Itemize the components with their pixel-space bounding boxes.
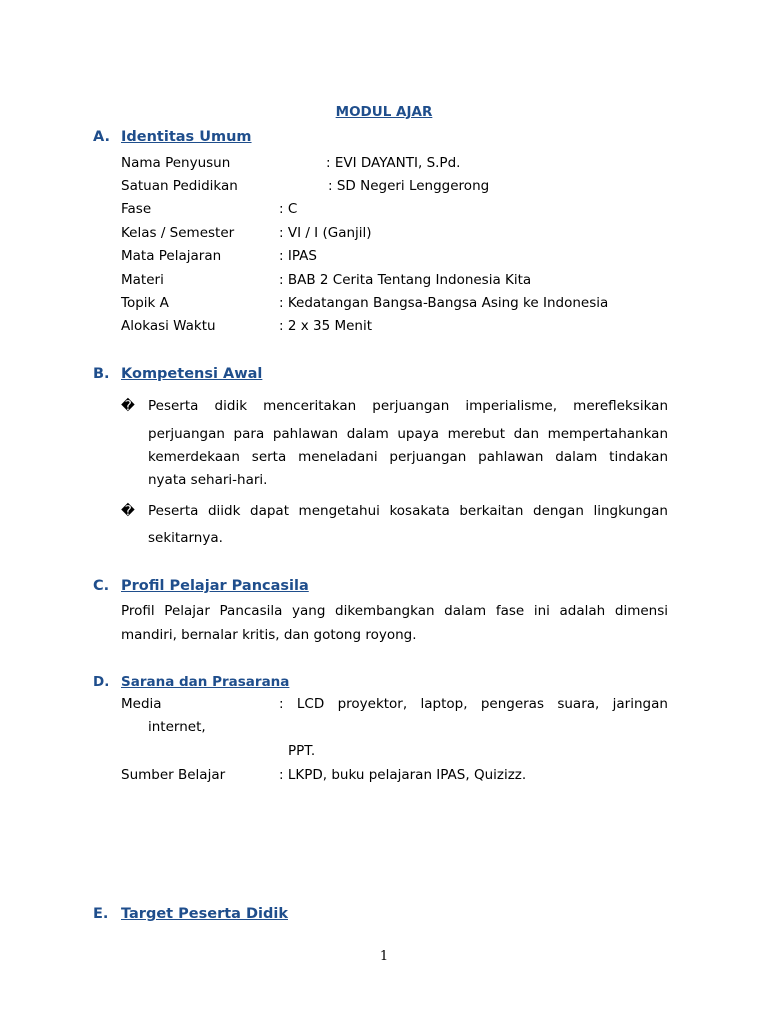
profil-paragraph-line-1: Profil Pelajar Pancasila yang dikembangkan dalam fase ini adalah dimensi [121, 603, 668, 619]
identity-value-materi: : BAB 2 Cerita Tentang Indonesia Kita [279, 272, 532, 288]
bullet-2-line-1: Peserta diidk dapat mengetahui kosakata berkaitan dengan lingkungan [148, 503, 668, 519]
bullet-1-line-4: nyata sehari-hari. [148, 472, 268, 488]
identity-label-materi: Materi [121, 272, 164, 288]
identity-value-nama-penyusun: : EVI DAYANTI, S.Pd. [326, 155, 461, 171]
section-c-title: Profil Pelajar Pancasila [121, 578, 309, 594]
identity-label-fase: Fase [121, 201, 152, 217]
section-a-title: Identitas Umum [121, 129, 252, 145]
media-value-line-2: internet, [148, 719, 206, 735]
section-b-letter: B. [93, 366, 110, 382]
identity-label-nama-penyusun: Nama Penyusun [121, 155, 231, 171]
identity-label-satuan-pendidikan: Satuan Pedidikan [121, 178, 238, 194]
identity-value-topik: : Kedatangan Bangsa-Bangsa Asing ke Indonesia [279, 295, 609, 311]
profil-paragraph-line-2: mandiri, bernalar kritis, dan gotong royong. [121, 627, 417, 643]
identity-value-mata-pelajaran: : IPAS [279, 248, 317, 264]
bullet-icon: � [121, 398, 135, 414]
bullet-2-line-2: sekitarnya. [148, 530, 223, 546]
bullet-1-line-1: Peserta didik menceritakan perjuangan imperialisme, merefleksikan [148, 398, 668, 414]
section-b-title: Kompetensi Awal [121, 366, 263, 382]
bullet-icon: � [121, 503, 135, 519]
section-d-title: Sarana dan Prasarana [121, 674, 290, 690]
identity-value-satuan-pendidikan: : SD Negeri Lenggerong [328, 178, 490, 194]
media-word: pengeras [480, 696, 544, 712]
media-word: LCD [296, 696, 325, 712]
section-e-title: Target Peserta Didik [121, 906, 288, 922]
media-word: suara, [557, 696, 600, 712]
identity-label-kelas-semester: Kelas / Semester [121, 225, 235, 241]
sumber-belajar-value: : LKPD, buku pelajaran IPAS, Quizizz. [279, 767, 527, 783]
bullet-1-line-3: kemerdekaan serta meneladani perjuangan pahlawan dalam tindakan [148, 449, 668, 465]
section-e-letter: E. [93, 906, 109, 922]
bullet-1-line-2: perjuangan para pahlawan dalam upaya merebut dan mempertahankan [148, 426, 668, 442]
document-title: MODUL AJAR [335, 104, 433, 120]
section-c-letter: C. [93, 578, 110, 594]
media-value-line-1 [279, 696, 668, 712]
identity-value-fase: : C [279, 201, 298, 217]
section-d-letter: D. [93, 674, 110, 690]
media-word: jaringan [612, 696, 668, 712]
identity-label-topik: Topik A [121, 295, 169, 311]
page-number: 1 [379, 949, 389, 964]
media-value-line-3: PPT. [288, 743, 316, 759]
media-word: laptop, [420, 696, 468, 712]
media-label: Media [121, 696, 162, 712]
media-word: : [279, 696, 284, 712]
identity-label-alokasi-waktu: Alokasi Waktu [121, 318, 216, 334]
sumber-belajar-label: Sumber Belajar [121, 767, 226, 783]
section-a-letter: A. [93, 129, 110, 145]
identity-label-mata-pelajaran: Mata Pelajaran [121, 248, 222, 264]
identity-value-kelas-semester: : VI / I (Ganjil) [279, 225, 372, 241]
media-word: proyektor, [337, 696, 408, 712]
identity-value-alokasi-waktu: : 2 x 35 Menit [279, 318, 373, 334]
